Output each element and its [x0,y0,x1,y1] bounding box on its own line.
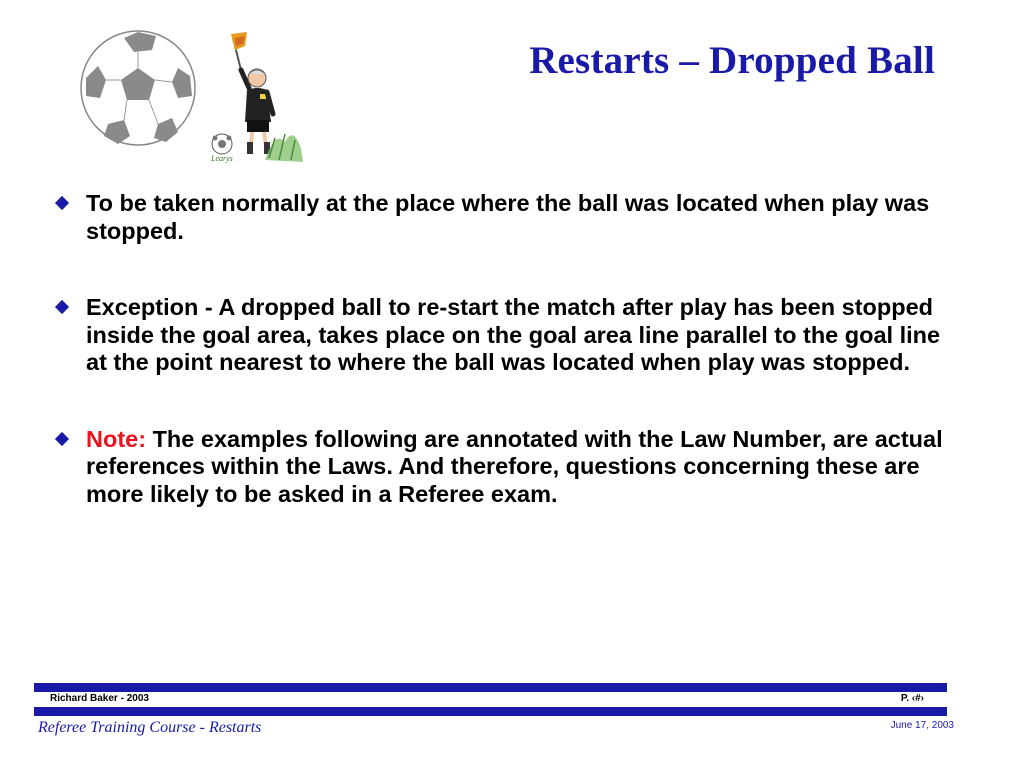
assistant-referee-icon [205,30,307,165]
footer-author: Richard Baker - 2003 [50,693,149,704]
bullet-text-3: The examples following are annotated with the Law Number, are actual references within the Laws. And therefore, questions concerning these are more likely to be asked in a Referee exam. [86,425,943,507]
bullet-item-3 [52,426,952,509]
footer-course-title: Referee Training Course - Restarts [38,719,262,736]
note-label: Note: [86,425,147,452]
diamond-bullet-icon [55,431,69,445]
referee-caption: Learys [211,154,233,163]
diamond-bullet-icon [55,196,69,210]
slide-title: Restarts – Dropped Ball [529,39,935,82]
footer-rule-bottom [34,707,947,716]
bullet-item-1 [52,190,952,245]
bullet-list [52,190,952,508]
diamond-bullet-icon [55,300,69,314]
footer-page-number: P. ‹#› [900,693,924,704]
bullet-item-2 [52,294,952,377]
bullet-text-2: Exception - A dropped ball to re-start the match after play has been stopped inside the goal area, takes place on the goal area line parallel to the goal line at the point nearest to where the ball was located when play was stopped. [86,294,941,375]
soccer-ball-icon [78,28,198,148]
footer-date: June 17, 2003 [890,720,954,731]
bullet-text-1: To be taken normally at the place where the ball was located when play was stopped. [86,190,930,244]
footer-rule-top [34,683,947,692]
